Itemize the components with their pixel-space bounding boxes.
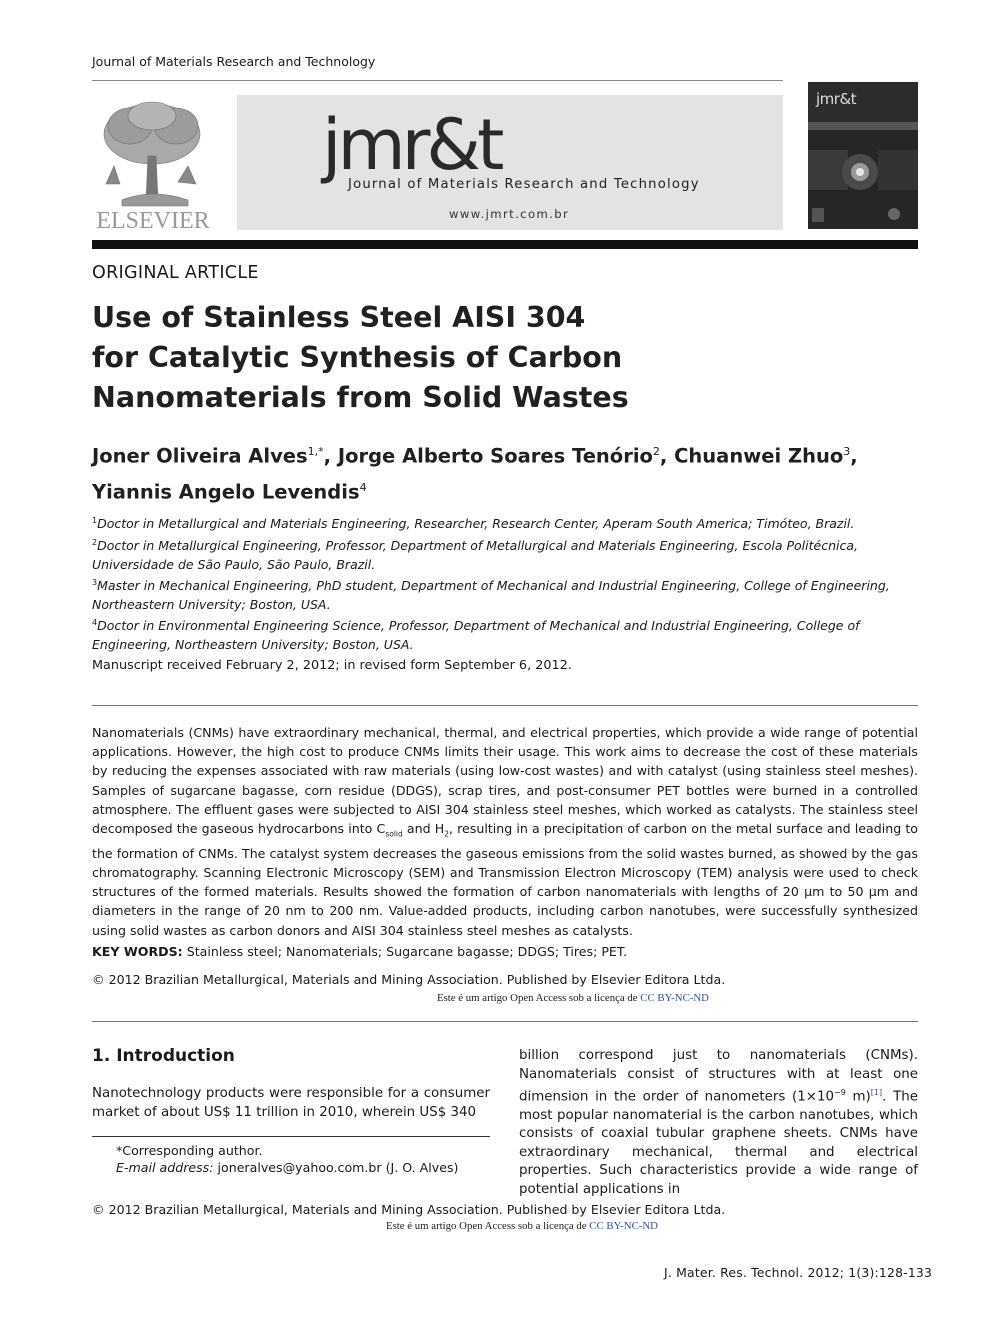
top-rule (92, 80, 783, 81)
abstract-text: , resulting in a precipitation of carbon on the metal surface and leading to the formation of CNMs. The catalyst system decreases the gaseous emissions from the solid wastes burned, as showed by the gas chromatography. Scanning Electronic Microscopy (SEM) and Transmission Electron Microscopy (TEM) analysis were used to check structures of the formed materials. Results showed the formation of carbon nanomaterials with lengths of 20 µm to 50 µm and diameters in the range of 20 nm to 200 nm. Value-added products, including carbon nanotubes, were successfully synthesized using solid wastes as carbon donors and AISI 304 stainless steel meshes as catalysts. (92, 821, 918, 938)
author-name: Chuanwei Zhuo (674, 444, 844, 468)
footnote-rule (92, 1136, 490, 1137)
affiliation-text: Master in Mechanical Engineering, PhD student, Department of Mechanical and Industrial Engineering, College of Engineering, Northeastern University; Boston, USA. (92, 578, 890, 612)
email-address: joneralves@yahoo.com.br (J. O. Alves) (213, 1160, 459, 1175)
exponent: −9 (834, 1088, 846, 1097)
cover-artwork (808, 130, 918, 229)
subscript: 2 (444, 829, 449, 839)
abstract-top-rule (92, 705, 918, 706)
author-affil-mark: 2 (652, 445, 660, 458)
body-text-right (519, 1047, 918, 1199)
author-name: Joner Oliveira Alves (92, 444, 308, 468)
open-access-text: Este é um artigo Open Access sob a licença de (386, 1220, 590, 1232)
email-label: E-mail address: (116, 1160, 214, 1175)
body-text-left: Nanotechnology products were responsible for a consumer market of about US$ 11 trillion in 2010, wherein US$ 340 (92, 1086, 490, 1120)
header-thick-rule (92, 240, 918, 249)
author-separator: , (850, 444, 858, 468)
abstract-text: and H (402, 821, 445, 837)
journal-citation: J. Mater. Res. Technol. 2012; 1(3):128-133 (664, 1265, 933, 1280)
open-access-notice (437, 992, 709, 1004)
footer-copyright: © 2012 Brazilian Metallurgical, Materials and Mining Association. Published by Elsevier Editora Ltda. (92, 1202, 726, 1217)
keywords-list: Stainless steel; Nanomaterials; Sugarcane bagasse; DDGS; Tires; PET. (182, 944, 628, 959)
copyright-notice: © 2012 Brazilian Metallurgical, Materials and Mining Association. Published by Elsevier Editora Ltda. (92, 972, 726, 987)
jmrt-logo: jmr&t (322, 104, 501, 186)
author-affil-mark: 1,* (307, 445, 324, 458)
body-text: m) (845, 1089, 871, 1105)
license-link[interactable]: CC BY-NC-ND (640, 992, 709, 1004)
body-text: . The most popular nanomaterial is the carbon nanotubes, which consists of coaxial tubular graphene sheets. CNMs have extraordinary mechanical, thermal and electrical properties. Such characteristics provide a wide range of potential applications in (519, 1089, 919, 1197)
author-separator: , (659, 444, 675, 468)
affiliation (92, 534, 918, 574)
affiliation-text: Doctor in Environmental Engineering Science, Professor, Department of Mechanical and Industrial Engineering, College of Engineering, Northeastern University; Boston, USA. (92, 618, 860, 653)
corresponding-author-note: *Corresponding author. (116, 1143, 263, 1158)
article-title-line: for Catalytic Synthesis of Carbon (92, 341, 623, 374)
affiliation-text: Doctor in Metallurgical and Materials Engineering, Researcher, Research Center, Aperam South America; Timóteo, Brazil. (97, 516, 855, 532)
keywords (92, 944, 627, 959)
email-footnote (116, 1160, 458, 1175)
elsevier-tree-logo (92, 96, 214, 234)
author-list (92, 436, 918, 507)
subscript: solid (385, 829, 403, 839)
cover-title: jmr&t (816, 90, 857, 108)
affiliation (92, 574, 918, 614)
author-separator: , (323, 444, 338, 468)
author-affil-mark: 3 (843, 445, 851, 458)
affiliation-text: Doctor in Metallurgical Engineering, Professor, Department of Metallurgical and Materials Engineering, Escola Politécnica, Universidade de São Paulo, São Paulo, Brazil. (92, 537, 858, 572)
journal-cover-image (808, 82, 918, 229)
section-heading: 1. Introduction (92, 1046, 235, 1066)
abstract-bottom-rule (92, 1021, 918, 1022)
article-title (92, 298, 912, 418)
jmrt-logo-subtitle: Journal of Materials Research and Technology (348, 177, 700, 192)
article-title-line: Nanomaterials from Solid Wastes (92, 381, 629, 414)
cover-band (808, 122, 918, 130)
open-access-text: Este é um artigo Open Access sob a licença de (437, 992, 641, 1004)
elsevier-wordmark: ELSEVIER (96, 208, 210, 234)
body-text: billion correspond just to nanomaterials (CNMs). Nanomaterials consist of structures with at least one dimension in the order of nanometers (1×10 (519, 1048, 918, 1105)
license-link[interactable]: CC BY-NC-ND (589, 1220, 658, 1232)
affiliation-number: 1 (92, 516, 98, 525)
author-name: Yiannis Angelo Levendis (92, 480, 360, 503)
article-type: ORIGINAL ARTICLE (92, 263, 259, 283)
affiliation-number: 2 (92, 537, 98, 547)
journal-website: www.jmrt.com.br (449, 207, 570, 221)
affiliation (92, 512, 918, 534)
affiliations (92, 512, 918, 655)
keywords-label: KEY WORDS: (92, 944, 183, 959)
article-title-line: Use of Stainless Steel AISI 304 (92, 301, 586, 334)
manuscript-dates: Manuscript received February 2, 2012; in revised form September 6, 2012. (92, 658, 572, 673)
abstract-text: Nanomaterials (CNMs) have extraordinary mechanical, thermal, and electrical properties, which provide a wide range of potential applications. However, the high cost to produce CNMs limits their usage. This work aims to decrease the cost of these materials by reducing the expenses associated with raw materials (using low-cost wastes) and with catalyst (using stainless steel meshes). Samples of sugarcane bagasse, corn residue (DDGS), scrap tires, and post-consumer PET bottles were burned in a controlled atmosphere. The effluent gases were subjected to AISI 304 stainless steel meshes, which worked as catalysts. The stainless steel decomposed the gaseous hydrocarbons into C (92, 725, 918, 837)
abstract (92, 723, 918, 940)
journal-name: Journal of Materials Research and Technology (92, 54, 376, 69)
footer-open-access-notice (386, 1220, 658, 1232)
reference-link[interactable]: [1] (870, 1088, 883, 1097)
affiliation-number: 3 (92, 578, 98, 588)
affiliation (92, 614, 918, 654)
affiliation-number: 4 (92, 618, 98, 628)
author-name: Jorge Alberto Soares Tenório (337, 444, 653, 468)
author-affil-mark: 4 (359, 480, 367, 494)
